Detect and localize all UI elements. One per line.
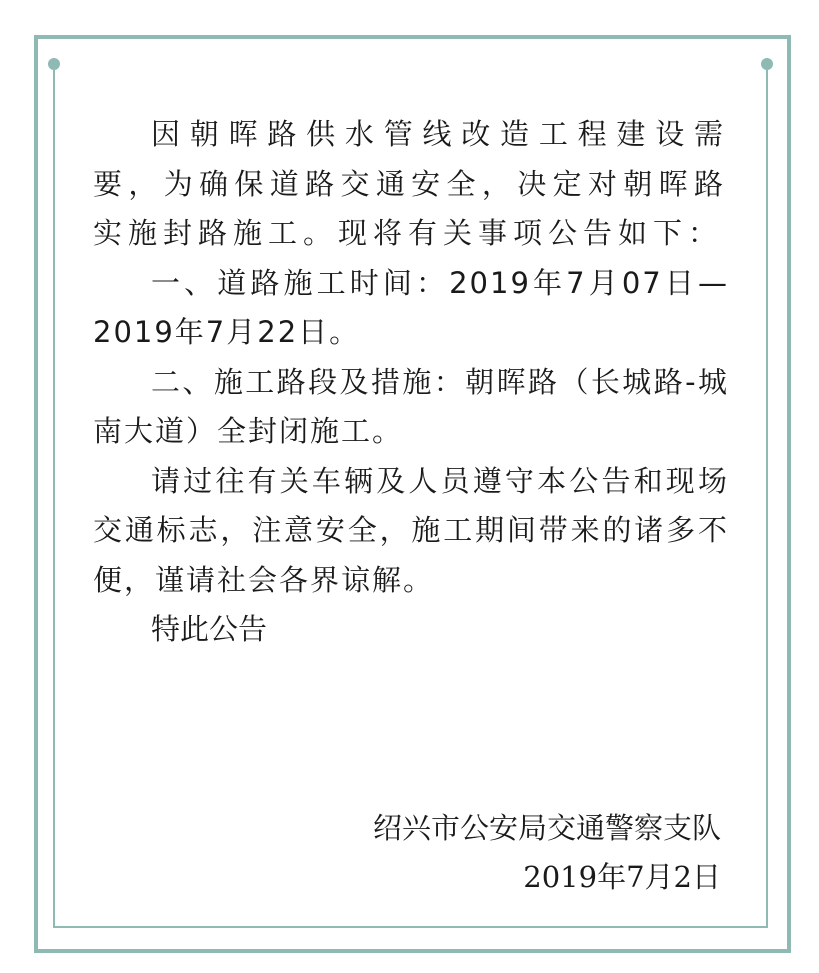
issue-date: 2019年7月2日 [523,860,721,894]
issuer-name: 绍兴市公安局交通警察支队 [372,811,721,845]
item-construction-section: 二、施工路段及措施：朝晖路（长城路-城南大道）全封闭施工。 [93,364,729,448]
corner-dot-right-icon [761,58,773,70]
inner-frame-line-right [766,63,768,927]
notice-body [93,110,729,655]
closing-text: 特此公告 [151,612,268,646]
inner-frame-line-left [53,63,55,927]
item-construction-time: 一、道路施工时间：2019年7月07日—2019年7月22日。 [93,265,729,349]
signature-block [373,804,721,902]
inner-frame-line-bottom [53,926,768,928]
corner-dot-left-icon [48,58,60,70]
intro-paragraph: 因朝晖路供水管线改造工程建设需要，为确保道路交通安全，决定对朝晖路实施封路施工。现将有关事项公告如下： [93,117,729,250]
request-paragraph: 请过往有关车辆及人员遵守本公告和现场交通标志，注意安全，施工期间带来的诸多不便，谨请社会各界谅解。 [93,463,729,597]
